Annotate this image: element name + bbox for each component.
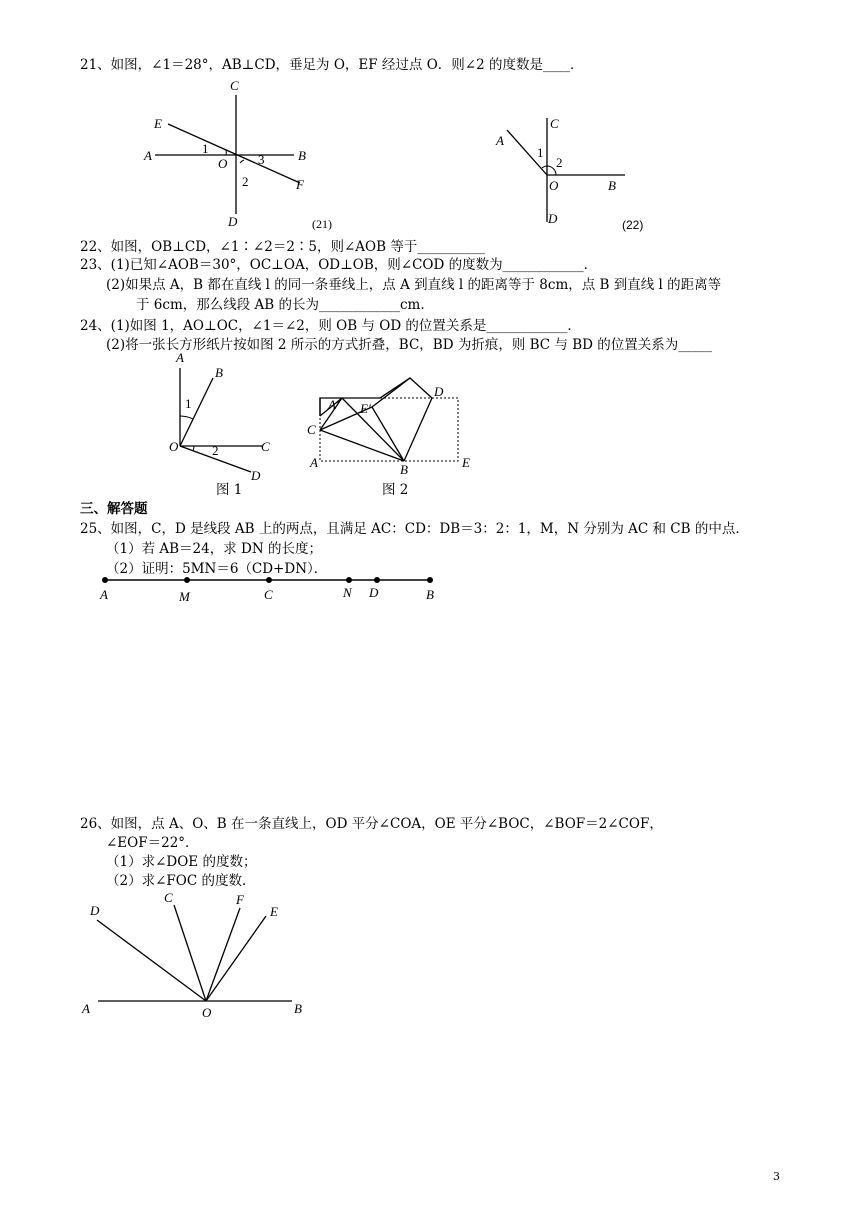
question-23-part2-line1: (2)如果点 A，B 都在直线 l 的同一条垂线上，点 A 到直线 l 的距离等于 8cm，点 B 到直线 l 的距离等 [106, 277, 722, 293]
fig1-label-d: D [251, 468, 261, 483]
fig1-caption: 图 1 [216, 482, 243, 498]
fig21-caption: (21) [312, 217, 332, 231]
fig25-label-b: B [426, 587, 434, 602]
page-number: 3 [773, 1170, 780, 1183]
question-26-part1: （1）求∠DOE 的度数； [106, 854, 257, 870]
question-25: 25、如图，C，D 是线段 AB 上的两点，且满足 AC：CD：DB＝3：2：1，M，N 分别为 AC 和 CB 的中点． [80, 521, 749, 537]
fig22-label-a: A [496, 133, 504, 148]
question-26: 26、如图，点 A、O、B 在一条直线上，OD 平分∠COA，OE 平分∠BOC，∠BOF＝2∠COF， [80, 816, 663, 832]
fig25-label-n: N [343, 585, 352, 600]
fig22-caption: (22) [622, 218, 644, 232]
fig2-label-a-prime: A′ [328, 397, 339, 412]
fig2-label-b: B [400, 462, 408, 477]
fig1-label-c: C [261, 439, 270, 454]
fig22-label-d: D [548, 211, 558, 226]
fig26-label-c: C [164, 890, 173, 905]
question-21: 21、如图，∠1＝28°，AB⊥CD，垂足为 O，EF 经过点 O．则∠2 的度数是____． [80, 57, 584, 73]
fig1-label-a: A [176, 350, 184, 365]
fig2-label-c: C [307, 422, 316, 437]
fig21-label-1: 1 [202, 141, 209, 156]
fig22-label-2: 2 [556, 155, 563, 170]
fig21-label-3: 3 [258, 152, 265, 167]
fig26-label-b: B [294, 1001, 302, 1016]
question-23-part1: 23、(1)已知∠AOB＝30°，OC⊥OA，OD⊥OB，则∠COD 的度数为____________． [80, 257, 598, 273]
fig1-label-2: 2 [212, 443, 219, 458]
fig21-label-o: O [218, 156, 228, 171]
question-25-part2: （2）证明：5MN＝6（CD+DN）． [106, 561, 328, 577]
fig25-label-d: D [369, 585, 379, 600]
fig2-label-d: D [434, 384, 444, 399]
fig21-label-e: E [154, 116, 162, 131]
fig21-label-a: A [144, 148, 152, 163]
fig26-label-o: O [202, 1005, 212, 1020]
fig1-label-b: B [215, 365, 223, 380]
question-26-part2: （2）求∠FOC 的度数． [106, 873, 256, 889]
fig22-label-1: 1 [537, 145, 544, 160]
fig22-label-o: O [549, 178, 559, 193]
fig22-label-c: C [550, 116, 559, 131]
question-24-part1: 24、(1)如图 1，AO⊥OC，∠1＝∠2，则 OB 与 OD 的位置关系是____________． [80, 318, 581, 334]
fig21-label-f: F [296, 177, 304, 192]
fig21-label-d: D [228, 214, 238, 229]
question-25-part1: （1）若 AB＝24，求 DN 的长度； [106, 541, 322, 557]
question-24-part2: (2)将一张长方形纸片按如图 2 所示的方式折叠，BC，BD 为折痕，则 BC 与 BD 的位置关系为_____ [106, 337, 712, 353]
fig1-label-o: O [169, 439, 179, 454]
question-23-part2-line2: 于 6cm，那么线段 AB 的长为____________cm. [136, 297, 425, 313]
fig21-label-2: 2 [242, 174, 249, 189]
fig2-label-e: E [462, 455, 470, 470]
fig25-label-a: A [100, 587, 108, 602]
fig22-label-b: B [608, 178, 616, 193]
fig26-label-d: D [90, 903, 100, 918]
fig25-label-c: C [264, 587, 273, 602]
fig1-label-1: 1 [185, 396, 192, 411]
fig2-label-e-prime: E′ [360, 401, 371, 416]
fig26-label-e: E [270, 904, 278, 919]
fig25-label-m: M [179, 589, 190, 604]
question-22: 22、如图，OB⊥CD，∠1∶∠2＝2∶5，则∠AOB 等于__________ [80, 239, 485, 255]
fig2-caption: 图 2 [382, 482, 409, 498]
fig21-label-b: B [298, 148, 306, 163]
fig26-label-f: F [236, 892, 244, 907]
question-26-condition: ∠EOF＝22°． [106, 835, 199, 851]
fig26-label-a: A [82, 1001, 90, 1016]
fig21-label-c: C [230, 78, 239, 93]
fig2-label-a: A [310, 455, 318, 470]
section-heading: 三、解答题 [80, 501, 148, 517]
